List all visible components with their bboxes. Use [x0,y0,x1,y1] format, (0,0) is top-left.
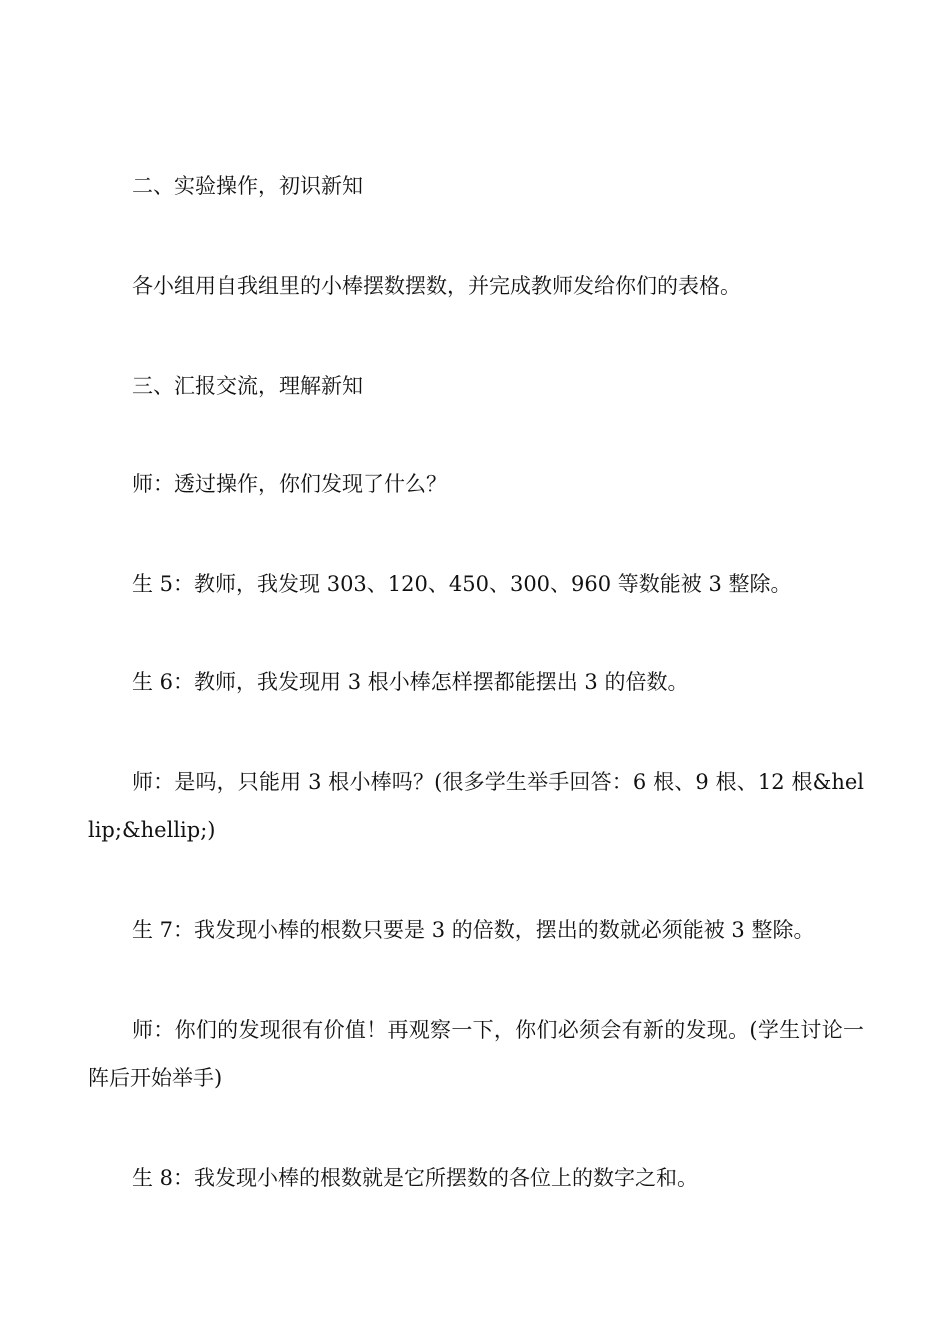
paragraph: 各小组用自我组里的小棒摆数摆数，并完成教师发给你们的表格。 [132,274,741,298]
dialogue-line: 生 7：我发现小棒的根数只要是 3 的倍数，摆出的数就必须能被 3 整除。 [132,918,815,942]
section-heading-experiment: 二、实验操作，初识新知 [132,174,363,198]
section-heading-report: 三、汇报交流，理解新知 [132,374,363,398]
dialogue-line: 师：你们的发现很有价值！再观察一下，你们必须会有新的发现。(学生讨论一阵后开始举手) [88,1018,864,1090]
dialogue-line: 生 6：教师，我发现用 3 根小棒怎样摆都能摆出 3 的倍数。 [132,670,689,694]
dialogue-line: 生 5：教师，我发现 303、120、450、300、960 等数能被 3 整除。 [132,572,792,596]
dialogue-line: 生 8：我发现小棒的根数就是它所摆数的各位上的数字之和。 [132,1166,699,1190]
dialogue-line: 师：透过操作，你们发现了什么？ [132,472,447,496]
dialogue-line: 师：是吗，只能用 3 根小棒吗？(很多学生举手回答：6 根、9 根、12 根&hellip;&hellip;) [88,770,864,842]
